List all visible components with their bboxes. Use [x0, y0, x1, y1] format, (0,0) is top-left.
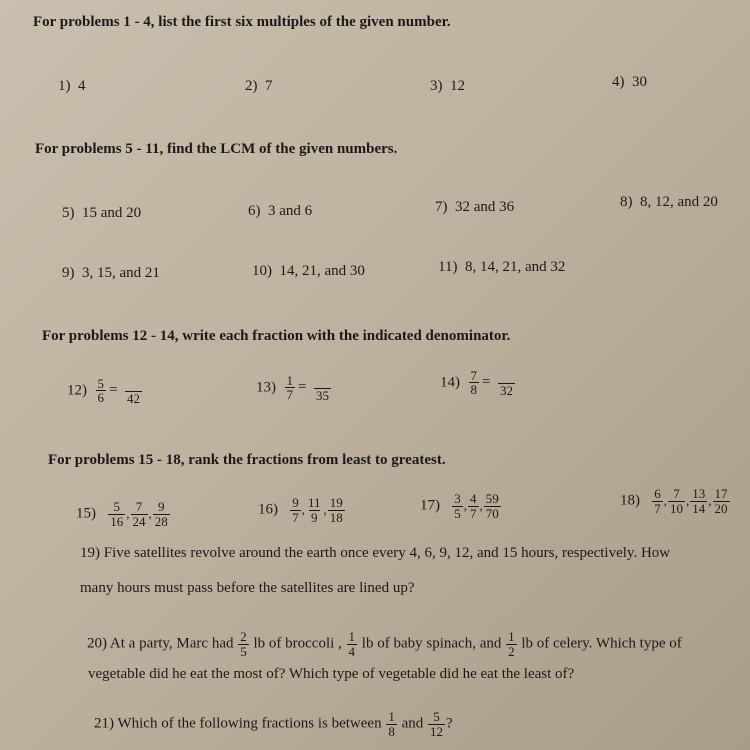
problem-20-line1: 20) At a party, Marc had $\frac{2}{5}$ lb of broccoli , $\frac{1}{4}$ lb of baby spinach, and $\frac{1}{2}$ lb of celery. Which type of: [87, 629, 682, 659]
problem-19-line2: many hours must pass before the satellites are lined up?: [80, 580, 415, 596]
problem-8: 8) 8, 12, and 20: [620, 194, 718, 210]
problem-2: 2) 7: [245, 78, 273, 94]
problem-19-line1: 19) Five satellites revolve around the earth once every 4, 6, 9, 12, and 15 hours, respectively. How: [80, 545, 671, 561]
problem-6: 6) 3 and 6: [248, 203, 313, 219]
problem-21: 21) Which of the following fractions is between $\frac{1}{8}$ and $\frac{5}{12}$ ?: [94, 709, 453, 739]
problem-10: 10) 14, 21, and 30: [252, 263, 365, 279]
problem-11: 11) 8, 14, 21, and 32: [438, 259, 566, 275]
section1-instruction: For problems 1 - 4, list the first six multiples of the given number.: [33, 14, 451, 30]
problem-13: 13) $\frac{1}{7}$ = 35: [256, 372, 329, 403]
section2-instruction: For problems 5 - 11, find the LCM of the given numbers.: [35, 141, 398, 157]
section3-instruction: For problems 12 - 14, write each fraction with the indicated denominator.: [42, 328, 511, 344]
problem-12: 12) $\frac{5}{6}$ = 42: [67, 375, 140, 406]
problem-18: 18) $\frac{6}{7}$ , $\frac{7}{10}$ , $\frac{13}{14}$ , $\frac{17}{20}$: [620, 486, 728, 516]
problem-3: 3) 12: [430, 78, 465, 94]
problem-9: 9) 3, 15, and 21: [62, 265, 160, 281]
problem-16: 16) $\frac{9}{7}$ , $\frac{11}{9}$ , $\frac{19}{18}$: [258, 495, 343, 525]
section4-instruction: For problems 15 - 18, rank the fractions from least to greatest.: [48, 452, 446, 468]
problem-14: 14) $\frac{7}{8}$ = 32: [440, 367, 513, 398]
problem-20-line2: vegetable did he eat the most of? Which type of vegetable did he eat the least of?: [88, 666, 575, 682]
problem-4: 4) 30: [612, 74, 647, 90]
problem-7: 7) 32 and 36: [435, 199, 515, 215]
problem-1: 1) 4: [58, 78, 86, 94]
problem-15: 15) $\frac{5}{16}$ , $\frac{7}{24}$ , $\frac{9}{28}$: [76, 499, 168, 529]
problem-17: 17) $\frac{3}{5}$ , $\frac{4}{7}$ , $\frac{59}{70}$: [420, 491, 499, 521]
problem-5: 5) 15 and 20: [62, 205, 142, 221]
